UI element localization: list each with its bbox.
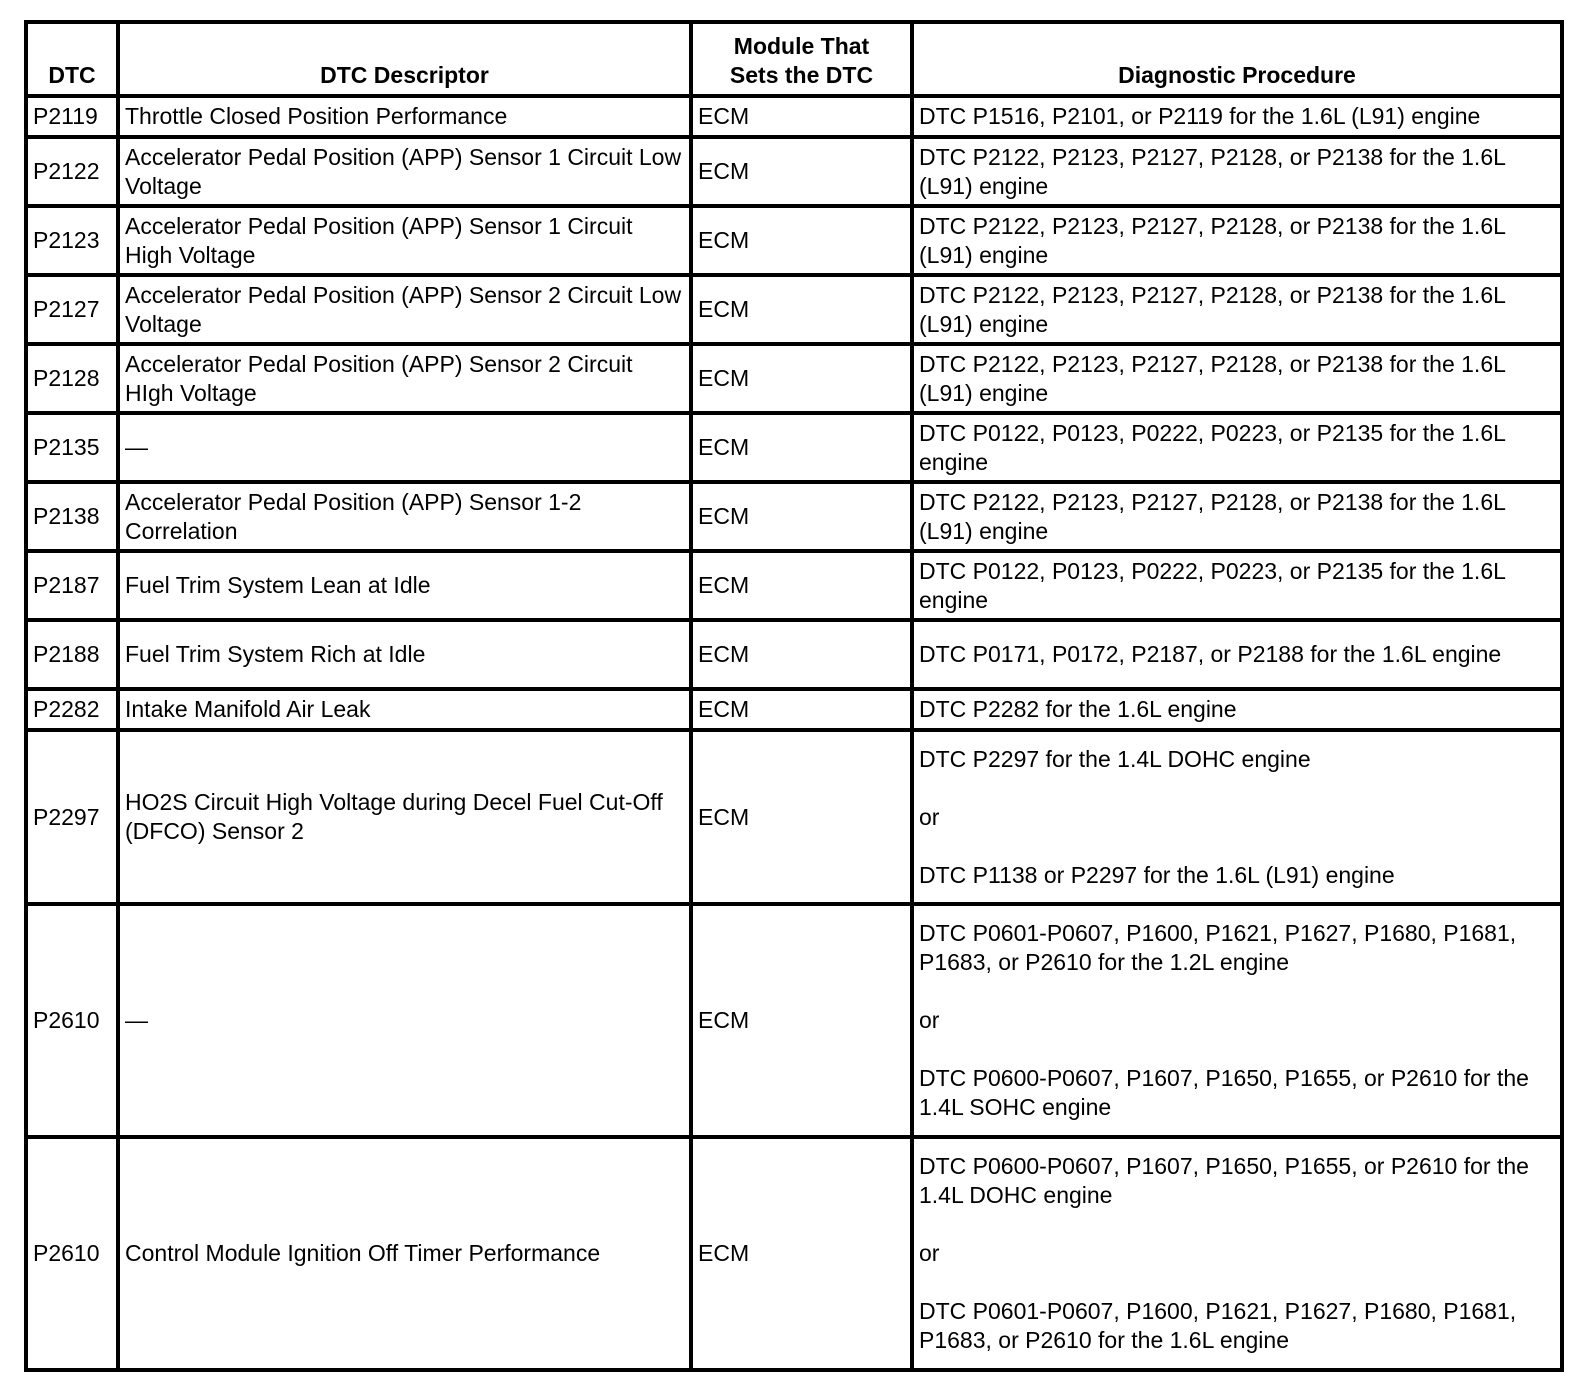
procedure-cell bbox=[912, 730, 1562, 904]
dtc-table bbox=[24, 20, 1564, 1372]
table-row bbox=[26, 206, 1562, 275]
procedure-cell bbox=[912, 137, 1562, 206]
dtc-code-cell: P2135 bbox=[26, 413, 118, 482]
module-cell: ECM bbox=[691, 344, 912, 413]
header-dtc: DTC bbox=[26, 22, 118, 96]
procedure-text: DTC P0600-P0607, P1607, P1650, P1655, or P2610 for the 1.4L SOHC engine bbox=[919, 1065, 1529, 1120]
procedure-text: DTC P1138 or P2297 for the 1.6L (L91) engine bbox=[919, 861, 1395, 888]
procedure-text: DTC P0122, P0123, P0222, P0223, or P2135 for the 1.6L engine bbox=[919, 419, 1506, 475]
procedure-spacer bbox=[919, 1268, 1555, 1297]
table-row bbox=[26, 689, 1562, 730]
module-cell: ECM bbox=[691, 904, 912, 1137]
procedure-cell bbox=[912, 413, 1562, 482]
table-row bbox=[26, 96, 1562, 137]
procedure-spacer bbox=[919, 774, 1555, 803]
procedure-text: DTC P0601-P0607, P1600, P1621, P1627, P1680, P1681, P1683, or P2610 for the 1.6L engine bbox=[919, 1298, 1517, 1353]
table-row bbox=[26, 551, 1562, 620]
procedure-text: DTC P2297 for the 1.4L DOHC engine bbox=[919, 745, 1311, 772]
dtc-code-cell: P2128 bbox=[26, 344, 118, 413]
dtc-descriptor-cell: Intake Manifold Air Leak bbox=[118, 689, 691, 730]
procedure-spacer bbox=[919, 832, 1555, 861]
dtc-descriptor-cell: — bbox=[118, 413, 691, 482]
header-descriptor: DTC Descriptor bbox=[118, 22, 691, 96]
module-cell: ECM bbox=[691, 206, 912, 275]
procedure-text: DTC P2122, P2123, P2127, P2128, or P2138 for the 1.6L (L91) engine bbox=[919, 281, 1506, 337]
module-cell: ECM bbox=[691, 96, 912, 137]
module-cell: ECM bbox=[691, 413, 912, 482]
table-row bbox=[26, 730, 1562, 904]
procedure-text: DTC P0171, P0172, P2187, or P2188 for the 1.6L engine bbox=[919, 641, 1502, 667]
dtc-code-cell: P2610 bbox=[26, 904, 118, 1137]
procedure-text: DTC P2122, P2123, P2127, P2128, or P2138 for the 1.6L (L91) engine bbox=[919, 350, 1506, 406]
procedure-or-text: or bbox=[919, 1007, 940, 1033]
dtc-code-cell: P2123 bbox=[26, 206, 118, 275]
dtc-descriptor-cell: Accelerator Pedal Position (APP) Sensor 1-2 Correlation bbox=[118, 482, 691, 551]
table-row bbox=[26, 620, 1562, 689]
dtc-code-cell: P2127 bbox=[26, 275, 118, 344]
dtc-code-cell: P2282 bbox=[26, 689, 118, 730]
table-row bbox=[26, 904, 1562, 1137]
module-cell: ECM bbox=[691, 689, 912, 730]
procedure-cell bbox=[912, 1137, 1562, 1370]
table-row bbox=[26, 137, 1562, 206]
module-cell: ECM bbox=[691, 1137, 912, 1370]
procedure-text: DTC P0600-P0607, P1607, P1650, P1655, or P2610 for the 1.4L DOHC engine bbox=[919, 1153, 1529, 1208]
procedure-cell bbox=[912, 620, 1562, 689]
table-row bbox=[26, 413, 1562, 482]
module-cell: ECM bbox=[691, 730, 912, 904]
dtc-code-cell: P2138 bbox=[26, 482, 118, 551]
procedure-spacer bbox=[919, 1210, 1555, 1239]
dtc-descriptor-cell: Fuel Trim System Rich at Idle bbox=[118, 620, 691, 689]
procedure-or-text: or bbox=[919, 1240, 940, 1266]
dtc-descriptor-cell: HO2S Circuit High Voltage during Decel Fuel Cut-Off (DFCO) Sensor 2 bbox=[118, 730, 691, 904]
module-cell: ECM bbox=[691, 137, 912, 206]
dtc-descriptor-cell: Accelerator Pedal Position (APP) Sensor 2 Circuit Low Voltage bbox=[118, 275, 691, 344]
header-module: Module That Sets the DTC bbox=[691, 22, 912, 96]
procedure-text: DTC P2122, P2123, P2127, P2128, or P2138 for the 1.6L (L91) engine bbox=[919, 212, 1506, 268]
procedure-cell bbox=[912, 551, 1562, 620]
procedure-text: DTC P2282 for the 1.6L engine bbox=[919, 696, 1237, 722]
procedure-text: DTC P0601-P0607, P1600, P1621, P1627, P1680, P1681, P1683, or P2610 for the 1.2L engine bbox=[919, 920, 1517, 975]
dtc-descriptor-cell: Accelerator Pedal Position (APP) Sensor 2 Circuit HIgh Voltage bbox=[118, 344, 691, 413]
procedure-or-text: or bbox=[919, 803, 940, 830]
table-header-row bbox=[26, 22, 1562, 96]
dtc-descriptor-cell: Accelerator Pedal Position (APP) Sensor 1 Circuit High Voltage bbox=[118, 206, 691, 275]
dtc-code-cell: P2610 bbox=[26, 1137, 118, 1370]
dtc-descriptor-cell: Fuel Trim System Lean at Idle bbox=[118, 551, 691, 620]
dtc-descriptor-cell: Accelerator Pedal Position (APP) Sensor 1 Circuit Low Voltage bbox=[118, 137, 691, 206]
procedure-spacer bbox=[919, 1035, 1555, 1064]
table-row bbox=[26, 275, 1562, 344]
dtc-descriptor-cell: Throttle Closed Position Performance bbox=[118, 96, 691, 137]
procedure-cell bbox=[912, 689, 1562, 730]
dtc-code-cell: P2122 bbox=[26, 137, 118, 206]
dtc-descriptor-cell: Control Module Ignition Off Timer Performance bbox=[118, 1137, 691, 1370]
procedure-cell bbox=[912, 275, 1562, 344]
dtc-code-cell: P2119 bbox=[26, 96, 118, 137]
procedure-cell bbox=[912, 344, 1562, 413]
dtc-code-cell: P2297 bbox=[26, 730, 118, 904]
module-cell: ECM bbox=[691, 620, 912, 689]
procedure-text: DTC P1516, P2101, or P2119 for the 1.6L (L91) engine bbox=[919, 103, 1481, 129]
module-cell: ECM bbox=[691, 551, 912, 620]
procedure-cell bbox=[912, 96, 1562, 137]
procedure-cell bbox=[912, 482, 1562, 551]
table-row bbox=[26, 344, 1562, 413]
procedure-text: DTC P2122, P2123, P2127, P2128, or P2138 for the 1.6L (L91) engine bbox=[919, 143, 1506, 199]
header-procedure: Diagnostic Procedure bbox=[912, 22, 1562, 96]
table-row bbox=[26, 482, 1562, 551]
procedure-cell bbox=[912, 206, 1562, 275]
dtc-code-cell: P2187 bbox=[26, 551, 118, 620]
dtc-code-cell: P2188 bbox=[26, 620, 118, 689]
procedure-cell bbox=[912, 904, 1562, 1137]
module-cell: ECM bbox=[691, 275, 912, 344]
procedure-text: DTC P2122, P2123, P2127, P2128, or P2138 for the 1.6L (L91) engine bbox=[919, 488, 1506, 544]
module-cell: ECM bbox=[691, 482, 912, 551]
table-row bbox=[26, 1137, 1562, 1370]
procedure-spacer bbox=[919, 977, 1555, 1006]
procedure-text: DTC P0122, P0123, P0222, P0223, or P2135 for the 1.6L engine bbox=[919, 557, 1506, 613]
dtc-descriptor-cell: — bbox=[118, 904, 691, 1137]
